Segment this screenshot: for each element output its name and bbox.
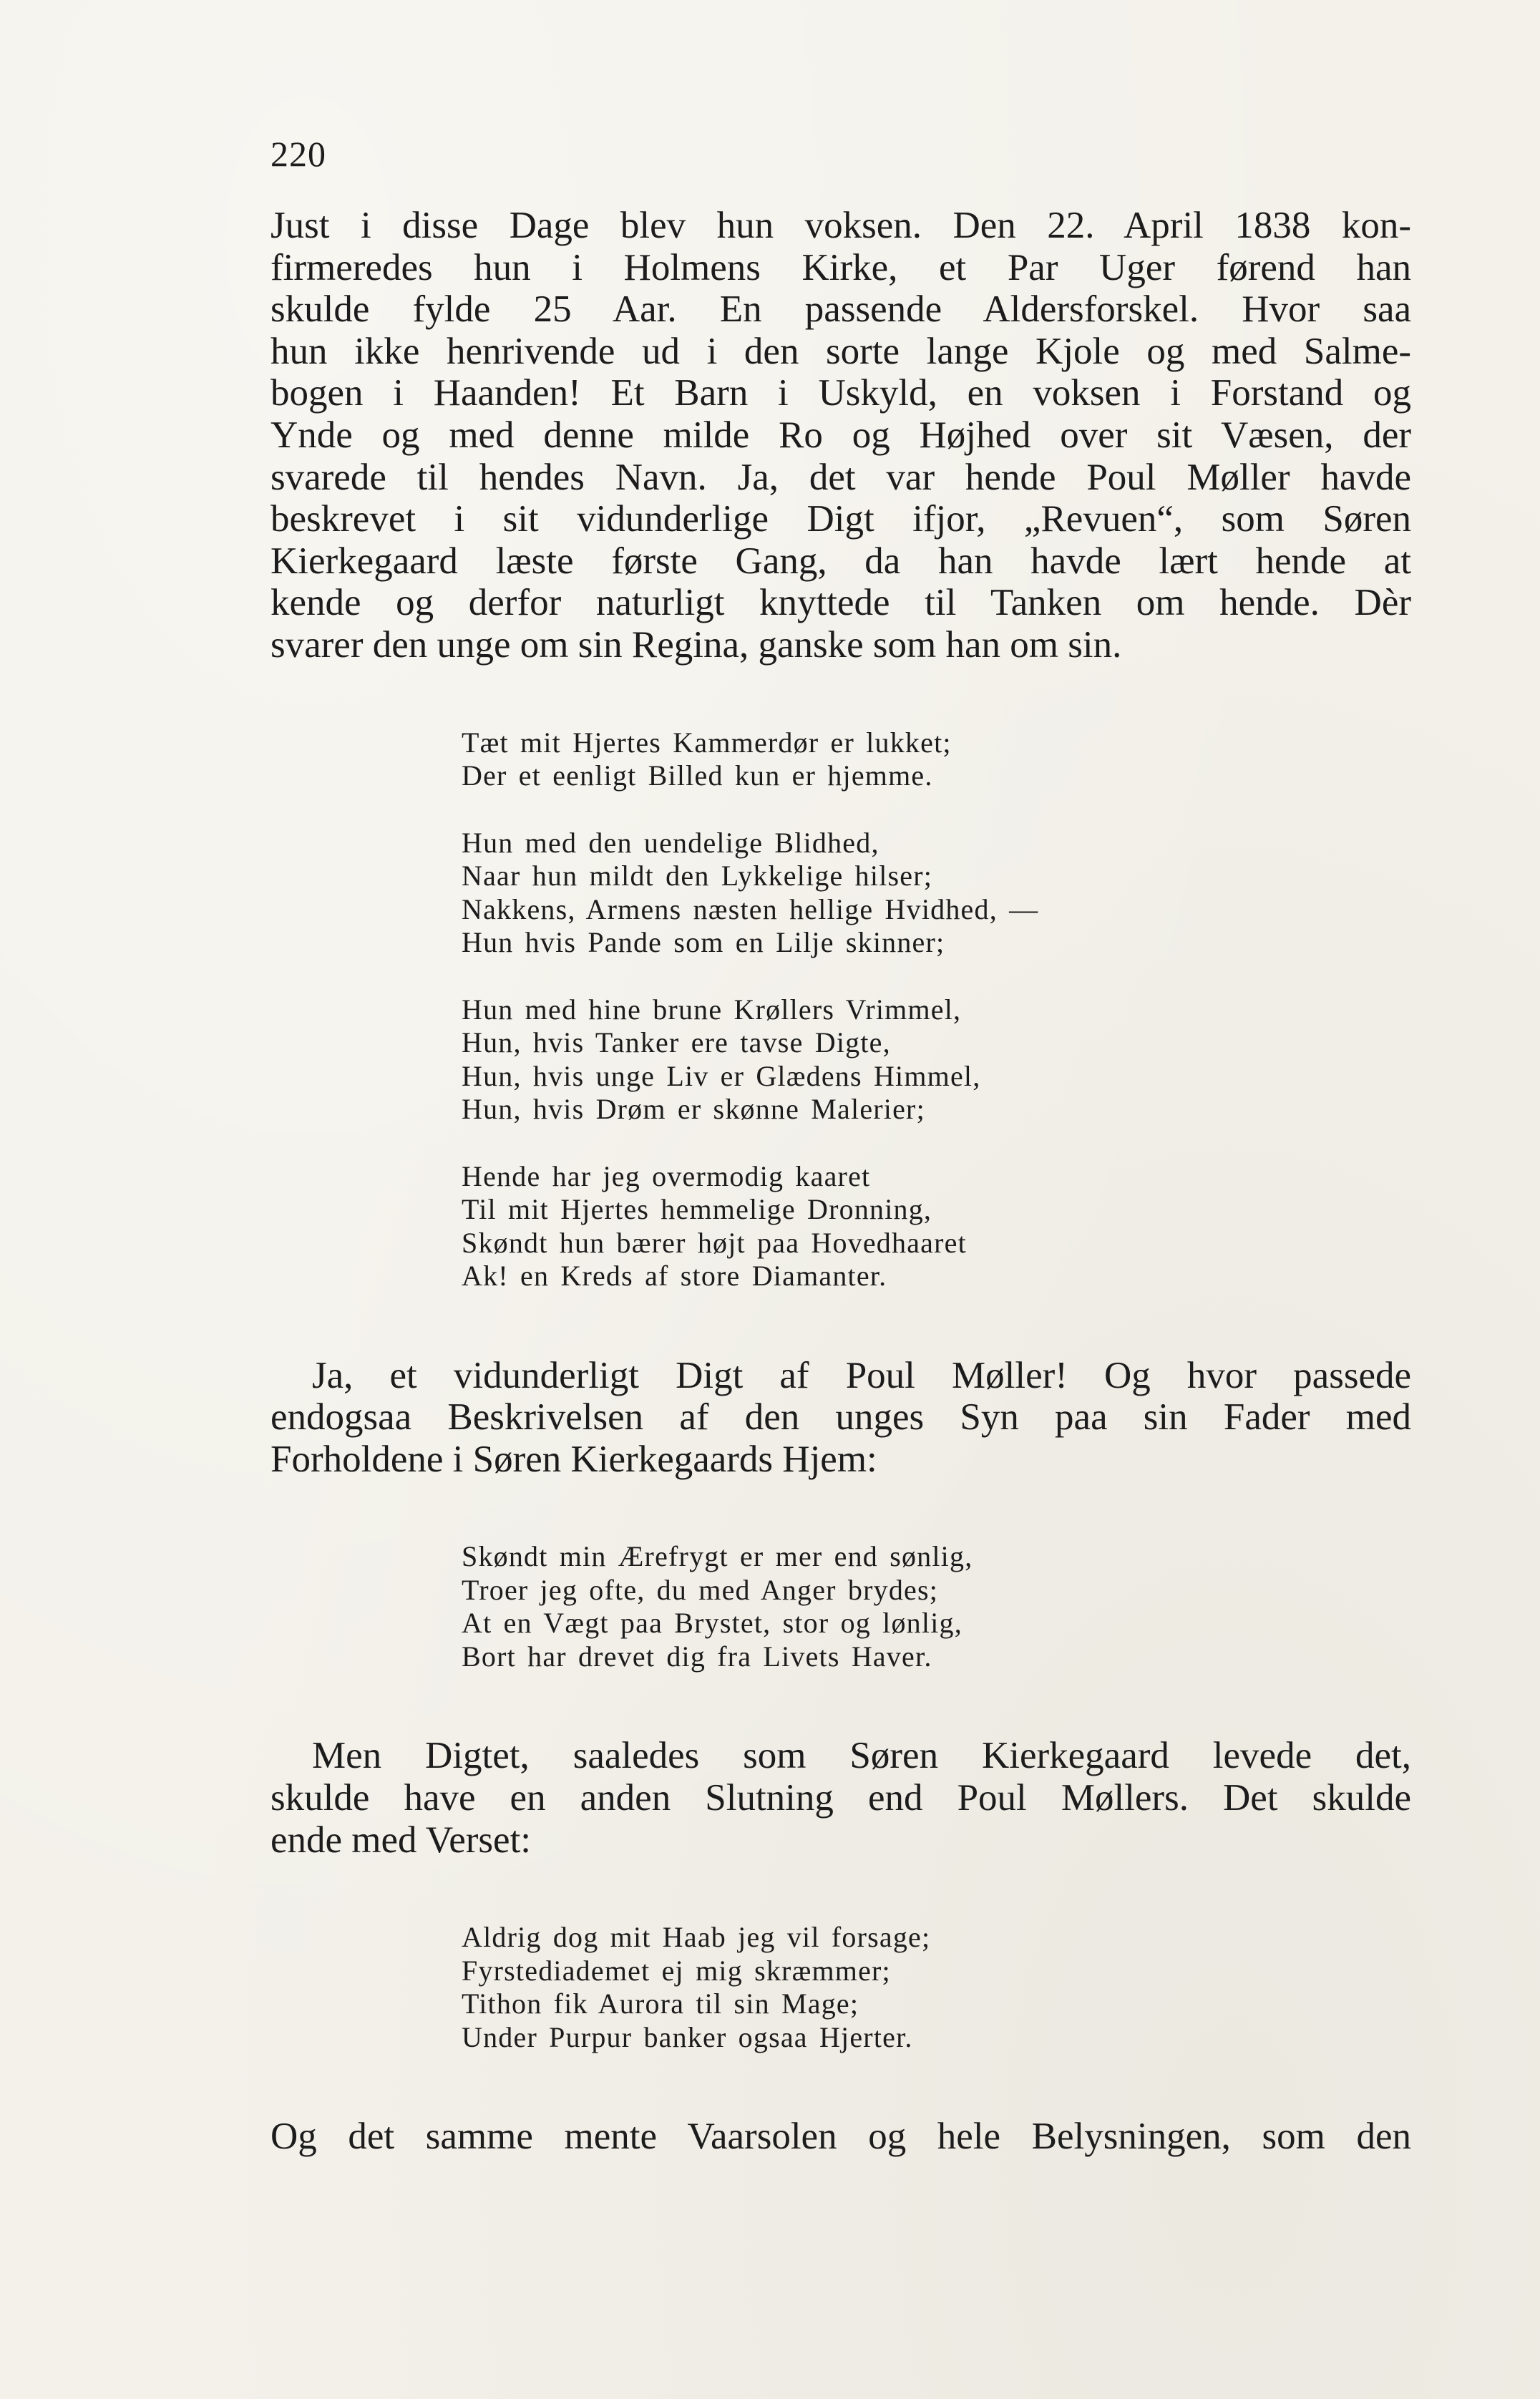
paragraph-3	[271, 1735, 1411, 1861]
text-line: Kierkegaard læste første Gang, da han havde lært hende at	[271, 540, 1411, 582]
text-line: firmeredes hun i Holmens Kirke, et Par Uger førend han	[271, 246, 1411, 288]
stanza	[462, 726, 1411, 793]
text-line: svarede til hendes Navn. Ja, det var hende Poul Møller havde	[271, 456, 1411, 498]
verse-line: Tithon fik Aurora til sin Mage;	[462, 1987, 859, 2020]
verse-line: Under Purpur banker ogsaa Hjerter.	[462, 2020, 913, 2053]
verse-line: Bort har drevet dig fra Livets Haver.	[462, 1640, 932, 1673]
verse-line: Hun med hine brune Krøllers Vrimmel,	[462, 993, 962, 1026]
verse-line: Skøndt min Ærefrygt er mer end sønlig,	[462, 1540, 973, 1573]
verse-line: Der et eenligt Billed kun er hjemme.	[462, 759, 933, 792]
text-line: Ynde og med denne milde Ro og Højhed over sit Væsen, der	[271, 414, 1411, 456]
verse-line: Skøndt hun bærer højt paa Hovedhaaret	[462, 1226, 967, 1259]
text-line: hun ikke henrivende ud i den sorte lange Kjole og med Salme-	[271, 330, 1411, 372]
poem-excerpt-2	[462, 1540, 1411, 1673]
text-line: svarer den unge om sin Regina, ganske som han om sin.	[271, 623, 1122, 666]
verse-line: Til mit Hjertes hemmelige Dronning,	[462, 1193, 932, 1226]
text-line: Forholdene i Søren Kierkegaards Hjem:	[271, 1438, 877, 1480]
verse-line: Aldrig dog mit Haab jeg vil forsage;	[462, 1921, 931, 1954]
verse-line: Hun med den uendelige Blidhed,	[462, 826, 879, 859]
text-line: kende og derfor naturligt knyttede til Tanken om hende. Dèr	[271, 582, 1411, 624]
text-line: beskrevet i sit vidunderlige Digt ifjor, „Revuen“, som Søren	[271, 498, 1411, 540]
stanza	[462, 1160, 1411, 1293]
text-line: bogen i Haanden! Et Barn i Uskyld, en voksen i Forstand og	[271, 372, 1411, 414]
paragraph-4	[271, 2116, 1411, 2158]
poem-revuen	[462, 726, 1411, 1293]
poem-excerpt-3	[462, 1921, 1411, 2054]
stanza	[462, 1540, 1411, 1673]
stanza	[462, 1921, 1411, 2054]
text-line: skulde fylde 25 Aar. En passende Aldersforskel. Hvor saa	[271, 288, 1411, 331]
verse-line: At en Vægt paa Brystet, stor og lønlig,	[462, 1607, 962, 1640]
paragraph-1	[271, 205, 1411, 666]
verse-line: Naar hun mildt den Lykkelige hilser;	[462, 860, 933, 892]
verse-line: Troer jeg ofte, du med Anger brydes;	[462, 1573, 939, 1606]
verse-line: Hun, hvis Tanker ere tavse Digte,	[462, 1026, 891, 1059]
verse-line: Fyrstediademet ej mig skræmmer;	[462, 1954, 891, 1987]
text-line: ende med Verset:	[271, 1819, 532, 1861]
text-line: skulde have en anden Slutning end Poul Møllers. Det skulde	[271, 1776, 1411, 1819]
text-line: Just i disse Dage blev hun voksen. Den 22. April 1838 kon-	[271, 205, 1411, 246]
stanza	[462, 993, 1411, 1126]
text-line: Og det samme mente Vaarsolen og hele Belysningen, som den	[271, 2116, 1411, 2158]
verse-line: Hun hvis Pande som en Lilje skinner;	[462, 926, 945, 959]
verse-line: Nakkens, Armens næsten hellige Hvidhed, —	[462, 892, 1039, 925]
book-page	[271, 136, 1411, 2158]
text-line: Ja, et vidunderligt Digt af Poul Møller! Og hvor passede	[312, 1354, 1411, 1396]
verse-line: Hende har jeg overmodig kaaret	[462, 1159, 871, 1192]
text-line: endogsaa Beskrivelsen af den unges Syn paa sin Fader med	[271, 1396, 1411, 1439]
paragraph-2	[271, 1355, 1411, 1481]
page-number: 220	[271, 134, 326, 174]
verse-line: Ak! en Kreds af store Diamanter.	[462, 1260, 887, 1293]
text-line: Men Digtet, saaledes som Søren Kierkegaard levede det,	[312, 1735, 1411, 1777]
verse-line: Hun, hvis Drøm er skønne Malerier;	[462, 1093, 925, 1126]
verse-line: Tæt mit Hjertes Kammerdør er lukket;	[462, 726, 952, 759]
stanza	[462, 827, 1411, 960]
verse-line: Hun, hvis unge Liv er Glædens Himmel,	[462, 1059, 981, 1092]
